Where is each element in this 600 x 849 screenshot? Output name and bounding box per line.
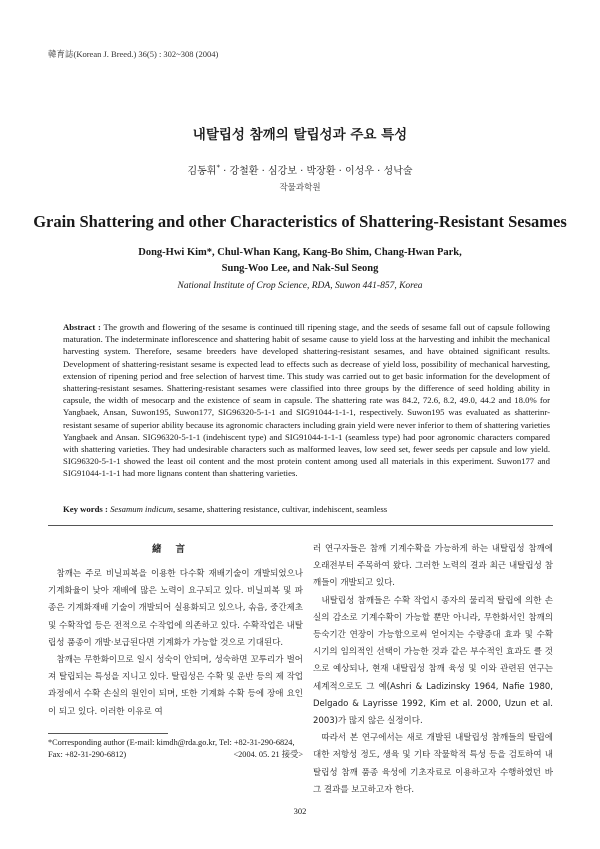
section-divider: [48, 525, 553, 526]
abstract: [63, 321, 550, 480]
right-column: [313, 541, 553, 799]
journal-citation: 韓育誌(Korean J. Breed.) 36(5) : 302~308 (2004): [48, 49, 219, 59]
abstract-label: Abstract :: [63, 322, 101, 332]
footnote-text: *Corresponding author (E-mail: kimdh@rda.go.kr, Tel: +82-31-290-6824, Fax: +82-31-290-6812): [48, 738, 295, 759]
keywords-label: Key words :: [63, 504, 108, 514]
english-authors-line-2: Sung-Woo Lee, and Nak-Sul Seong: [221, 263, 379, 274]
right-paragraph-3: 따라서 본 연구에서는 새로 개발된 내탈립성 참깨들의 탈립에 대한 저항성 정도, 생육 및 기타 작물학적 특성 등을 검토하여 내탈립성 참깨 품종 육성에 기초자료로 이용하고자 수행하였던 바 그 결과를 보고하고자 한다.: [313, 733, 553, 795]
keywords-species: Sesamum indicum: [107, 504, 174, 514]
corresponding-mark: *: [216, 163, 220, 172]
footnote-divider: [48, 733, 168, 734]
korean-affiliation: 작물과학원: [279, 183, 321, 193]
english-authors: [0, 245, 600, 277]
left-paragraph-1: 참깨는 주로 비닐피복을 이용한 다수확 재배기술이 개발되었으나 기계화율이 낮아 재배에 많은 노력이 요구되고 있다. 비닐피복 및 파종은 기계화재배 기술이 개발되어 실용화되고 있으나, 솎음, 중간제초 및 수확작업 등은 전적으로 수작업에 의존하고 있다. 수확작업은 내탈립성 품종이 개발·보급된다면 기계화가 가능할 것으로 기대된다.: [48, 569, 303, 648]
keywords-list: , sesame, shattering resistance, cultivar, indehiscent, seamless: [173, 504, 388, 514]
right-paragraph-2: 내탈립성 참깨들은 수확 작업시 종자의 물리적 탈립에 의한 손실의 감소로 기계수확이 가능할 뿐만 아니라, 무한화서인 참깨의 등숙기간 연장이 가능함으로써 얻어지는 수량증대 효과 및 수확시기의 임의적인 선택이 가능한 것과 같은 부수적인 효과도 클 것으로 예상되나, 현재 내탈립성 참깨 육성 및 이와 관련된 연구는 세계적으로도 그 예(Ashri & Ladizinsky 1964, Nafie 1980, Delgado & Layrisse 1992, Kim et al. 2000, Uzun et al. 2003)가 많지 않은 실정이다.: [313, 595, 553, 727]
abstract-text: The growth and flowering of the sesame is continued till ripening stage, and the seeds of sesame fall out of capsule following maturation. The indeterminate inflorescence and shattering habit of sesame cause to yield loss at the harvesting and inhibit the mechanical harvesting system. Therefore, sesame breeders have developed shattering-resistant sesames, and have obtained significant results. Development of shattering-resistant sesame is expected lead to effects such as decrease of yield loss, possibility of mechanical harvesting, extension of ripening period and free selection of harvest time. This study was carried out to get basic information for the development of shattering-resistant sesames. Shattering-resistant sesames were classified into three groups by the difference of seed holding ability in capsule, the width of mesocarp and the existence of seam in capsule. The shattering rate was 84.2, 72.6, 8.2, 49.0, 44.2 and 18.0% for Yangbaek, Ansan, Suwon195, Suwon177, SIG96320-5-1-1 and SIG91044-1-1-1, respectively. Suwon195 was evaluated as shatterinr-resistant sesame of superior ability because its agronomic characters including grain yield were never inferior to them of shattering varieties Yangbaek and Ansan. SIG96320-5-1-1 (indehiscent type) and SIG91044-1-1-1 (seamless type) had poor agronomic characters compared with shattering varieties. They had undesirable characters such as malformed leaves, low seed set, fewer seeds per capsule and low yield. SIG96320-5-1-1 showed the least oil content and the most protein content among used all materials in this experiment. Suwon177 and SIG91044-1-1-1 had more lignans content than shattering varieties.: [63, 322, 550, 479]
keywords: [63, 504, 550, 514]
english-title: Grain Shattering and other Characteristics of Shattering-Resistant Sesames: [33, 212, 567, 231]
korean-first-author: 김동휘: [187, 166, 217, 177]
english-affiliation: National Institute of Crop Science, RDA, Suwon 441-857, Korea: [177, 281, 423, 291]
korean-authors: [0, 162, 600, 177]
korean-other-authors: · 강철환 · 심강보 · 박장환 · 이성우 · 성낙술: [219, 166, 413, 177]
right-paragraph-1: 러 연구자들은 참깨 기계수확을 가능하게 하는 내탈립성 참깨에 오래전부터 주목하여 왔다. 그러한 노력의 결과 최근 내탈립성 참깨들이 개발되고 있다.: [313, 544, 553, 589]
page-number: 302: [293, 806, 307, 816]
english-authors-line-1: Dong-Hwi Kim*, Chul-Whan Kang, Kang-Bo Shim, Chang-Hwan Park,: [138, 247, 462, 258]
footnote: [48, 737, 303, 761]
korean-title: 내탈립성 참깨의 탈립성과 주요 특성: [192, 127, 408, 143]
received-date: <2004. 05. 21 接受>: [233, 750, 303, 759]
left-paragraph-2: 참깨는 무한화이므로 일시 성숙이 안되며, 성숙하면 꼬투리가 벌어져 탈립되는 특성을 지니고 있다. 탈립성은 수확 및 운반 등의 제 작업과정에서 수확 손실의 원인이 되며, 또한 기계화 수확 등에 장애 요인이 되고 있다. 이러한 이유로 여: [48, 655, 303, 717]
left-column: [48, 566, 303, 721]
section-heading-introduction: 緒言: [151, 544, 199, 555]
